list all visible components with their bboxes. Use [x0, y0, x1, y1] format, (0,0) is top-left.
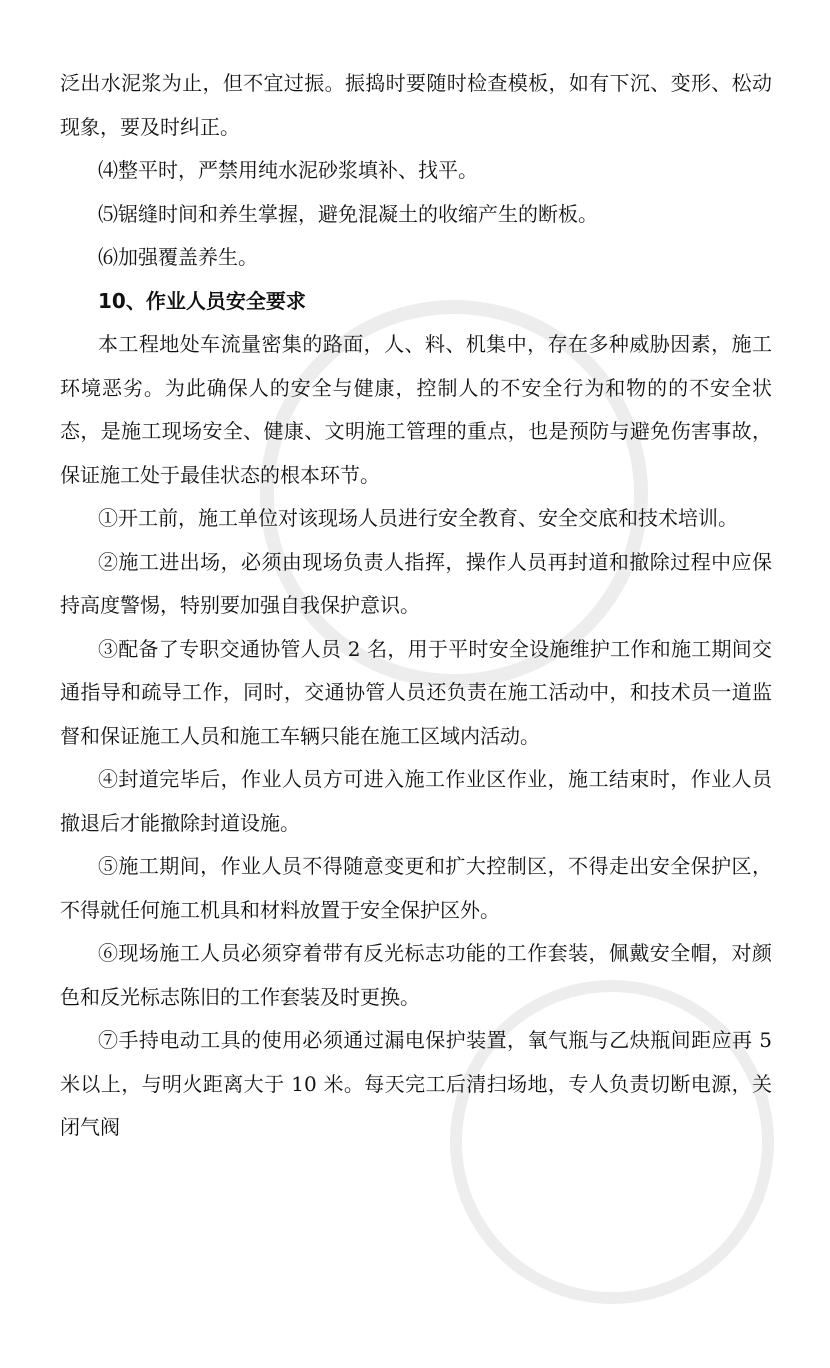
- list-item: ④封道完毕后，作业人员方可进入施工作业区作业，施工结束时，作业人员撤退后才能撤除封道设施。: [60, 767, 772, 835]
- paragraph: 泛出水泥浆为止，但不宜过振。振捣时要随时检查模板，如有下沉、变形、松动现象，要及时纠正。: [60, 71, 772, 139]
- paragraph: ⑹加强覆盖养生。: [98, 245, 258, 269]
- paragraph: ⑸锯缝时间和养生掌握，避免混凝土的收缩产生的断板。: [98, 201, 598, 226]
- list-item: ②施工进出场，必须由现场负责人指挥，操作人员再封道和撤除过程中应保持高度警惕，特别要加强自我保护意识。: [60, 549, 772, 617]
- list-item: ①开工前，施工单位对该现场人员进行安全教育、安全交底和技术培训。: [98, 506, 738, 530]
- section-heading: 10、作业人员安全要求: [98, 288, 306, 313]
- list-item: ⑥现场施工人员必须穿着带有反光标志功能的工作套装，佩戴安全帽，对颜色和反光标志陈旧的工作套装及时更换。: [60, 941, 772, 1009]
- list-item: ③配备了专职交通协管人员 2 名，用于平时安全设施维护工作和施工期间交通指导和疏导工作，同时，交通协管人员还负责在施工活动中，和技术员一道监督和保证施工人员和施工车辆只能在施工区域内活动。: [60, 636, 772, 748]
- paragraph: ⑷整平时，严禁用纯水泥砂浆填补、找平。: [98, 158, 478, 182]
- paragraph: 本工程地处车流量密集的路面，人、料、机集中，存在多种威胁因素，施工环境恶劣。为此确保人的安全与健康，控制人的不安全行为和物的的不安全状态，是施工现场安全、健康、文明施工管理的重点，也是预防与避免伤害事故，保证施工处于最佳状态的根本环节。: [60, 332, 772, 487]
- document-body: [60, 62, 772, 1150]
- list-item: ⑤施工期间，作业人员不得随意变更和扩大控制区，不得走出安全保护区，不得就任何施工机具和材料放置于安全保护区外。: [60, 854, 772, 922]
- list-item: ⑦手持电动工具的使用必须通过漏电保护装置，氧气瓶与乙炔瓶间距应再 5 米以上，与明火距离大于 10 米。每天完工后清扫场地，专人负责切断电源，关闭气阀: [60, 1028, 772, 1139]
